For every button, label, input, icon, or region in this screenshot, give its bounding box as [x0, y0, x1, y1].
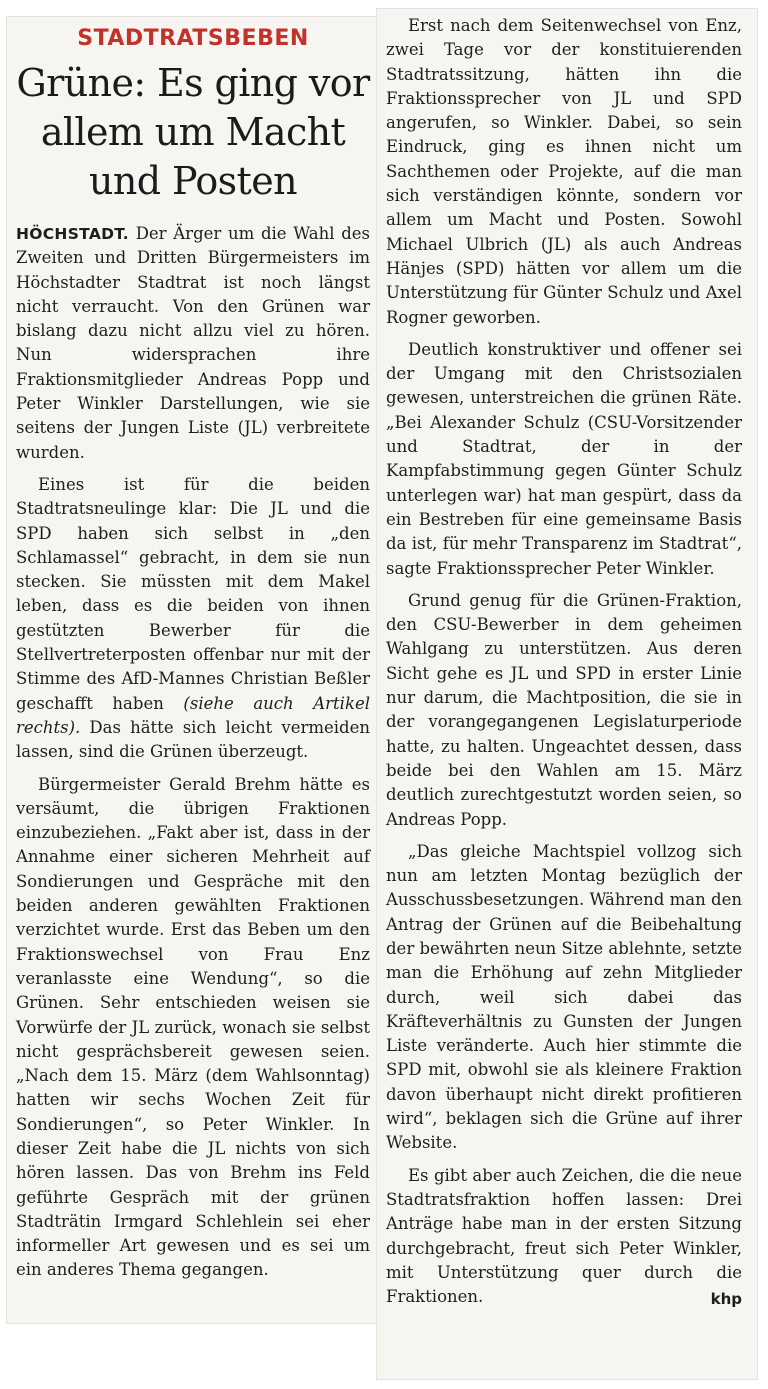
article-paragraph-2: [16, 473, 370, 765]
paragraph-2-text-b: Das hätte sich leicht vermeiden lassen, sind die Grünen überzeugt.: [16, 717, 370, 762]
article-paragraph-8: [386, 1164, 742, 1310]
article-paragraph-7: „Das gleiche Machtspiel vollzog sich nun am letzten Montag bezüglich der Ausschussbesetzungen. Während man den Antrag der Grünen auf die Beibehaltung der bewährten neun Sitze ablehnte, setzte man die Erhöhung auf zehn Mitglieder durch, weil sich dabei das Kräfteverhältnis zu Gunsten der Jungen Liste veränderte. Auch hier stimmte die SPD mit, obwohl sie als kleinere Fraktion davon überhaupt nicht direkt profitieren wird“, beklagen sich die Grüne auf ihrer Website.: [386, 841, 742, 1153]
article-lead-paragraph: [16, 222, 370, 465]
paragraph-2-text-a: Eines ist für die beiden Stadtratsneulinge klar: Die JL und die SPD haben sich selbst in „den Schlamassel“ gebracht, in dem sie nun stecken. Sie müssten mit dem Makel leben, dass es die beiden von ihnen gestützten Bewerber für die Stellvertreterposten offenbar nur mit der Stimme des AfD-Mannes Christian Beßler geschafft haben: [16, 474, 370, 713]
article-paragraph-6: Grund genug für die Grünen-Fraktion, den CSU-Bewerber in dem geheimen Wahlgang zu unterstützen. Aus deren Sicht gehe es JL und SPD in erster Linie nur darum, die Machtposition, die sie in der vorangegangenen Legislaturperiode hatte, zu halten. Ungeachtet dessen, dass beide bei den Wahlen am 15. März deutlich zurechtgestutzt worden seien, so Andreas Popp.: [386, 590, 742, 829]
paragraph-8-text: Es gibt aber auch Zeichen, die die neue Stadtratsfraktion hoffen lassen: Drei Anträge habe man in der ersten Sitzung durchgebracht, freut sich Peter Winkler, mit Unterstützung quer durch die Fraktionen.: [386, 1165, 742, 1307]
article-left-column: [16, 22, 370, 1283]
article-kicker: STADTRATSBEBEN: [77, 26, 309, 51]
article-paragraph-4: Erst nach dem Seitenwechsel von Enz, zwei Tage vor der konstituierenden Stadtratssitzung, hätten ihn die Fraktionssprecher von JL und SPD angerufen, so Winkler. Dabei, so sein Eindruck, ging es ihnen nicht um Sachthemen oder Projekte, auf die man sich verständigen könnte, sondern vor allem um Macht und Posten. Sowohl Michael Ulbrich (JL) als auch Andreas Hänjes (SPD) hätten vor allem um die Unterstützung für Günter Schulz und Axel Rogner geworben.: [386, 16, 742, 327]
article-paragraph-5: Deutlich konstruktiver und offener sei der Umgang mit den Christsozialen gewesen, unterstreichen die grünen Räte. „Bei Alexander Schulz (CSU-Vorsitzender und Stadtrat, der in der Kampfabstimmung gegen Günter Schulz unterlegen war) hat man gespürt, dass da ein Bestreben für eine gemeinsame Basis da ist, für mehr Transparenz im Stadtrat“, sagte Fraktionssprecher Peter Winkler.: [386, 339, 742, 578]
article-paragraph-3: Bürgermeister Gerald Brehm hätte es versäumt, die übrigen Fraktionen einzubeziehen. „Fakt aber ist, dass in der Annahme einer sicheren Mehrheit auf Sondierungen und Gespräche mit den beiden anderen gewählten Fraktionen verzichtet wurde. Erst das Beben um den Fraktionswechsel von Frau Enz veranlasste eine Wendung“, so die Grünen. Sehr entschieden weisen sie Vorwürfe der JL zurück, wonach sie selbst nicht gesprächsbereit gewesen seien. „Nach dem 15. März (dem Wahlsonntag) hatten wir sechs Wochen Zeit für Sondierungen“, so Peter Winkler. In dieser Zeit habe die JL nichts von sich hören lassen. Das von Brehm ins Feld geführte Gespräch mit der grünen Stadträtin Irmgard Schlehlein sei eher informeller Art gewesen und es sei um ein anderes Thema gegangen.: [16, 774, 370, 1280]
lead-text: Der Ärger um die Wahl des Zweiten und Dritten Bürgermeisters im Höchstadter Stadtrat ist noch längst nicht verraucht. Von den Grünen war bislang dazu nicht allzu viel zu hören. Nun widersprachen ihre Fraktionsmitglieder Andreas Popp und Peter Winkler Darstellungen, wie sie seitens der Jungen Liste (JL) verbreitete wurden.: [16, 224, 370, 462]
article-author: khp: [710, 1290, 742, 1309]
article-headline: Grüne: Es ging vor allem um Macht und Posten: [16, 61, 370, 203]
article-dateline: HÖCHSTADT.: [16, 225, 129, 243]
article-right-column: [386, 14, 742, 1311]
paragraph-2-crossref: (siehe auch Artikel rechts).: [16, 693, 370, 737]
